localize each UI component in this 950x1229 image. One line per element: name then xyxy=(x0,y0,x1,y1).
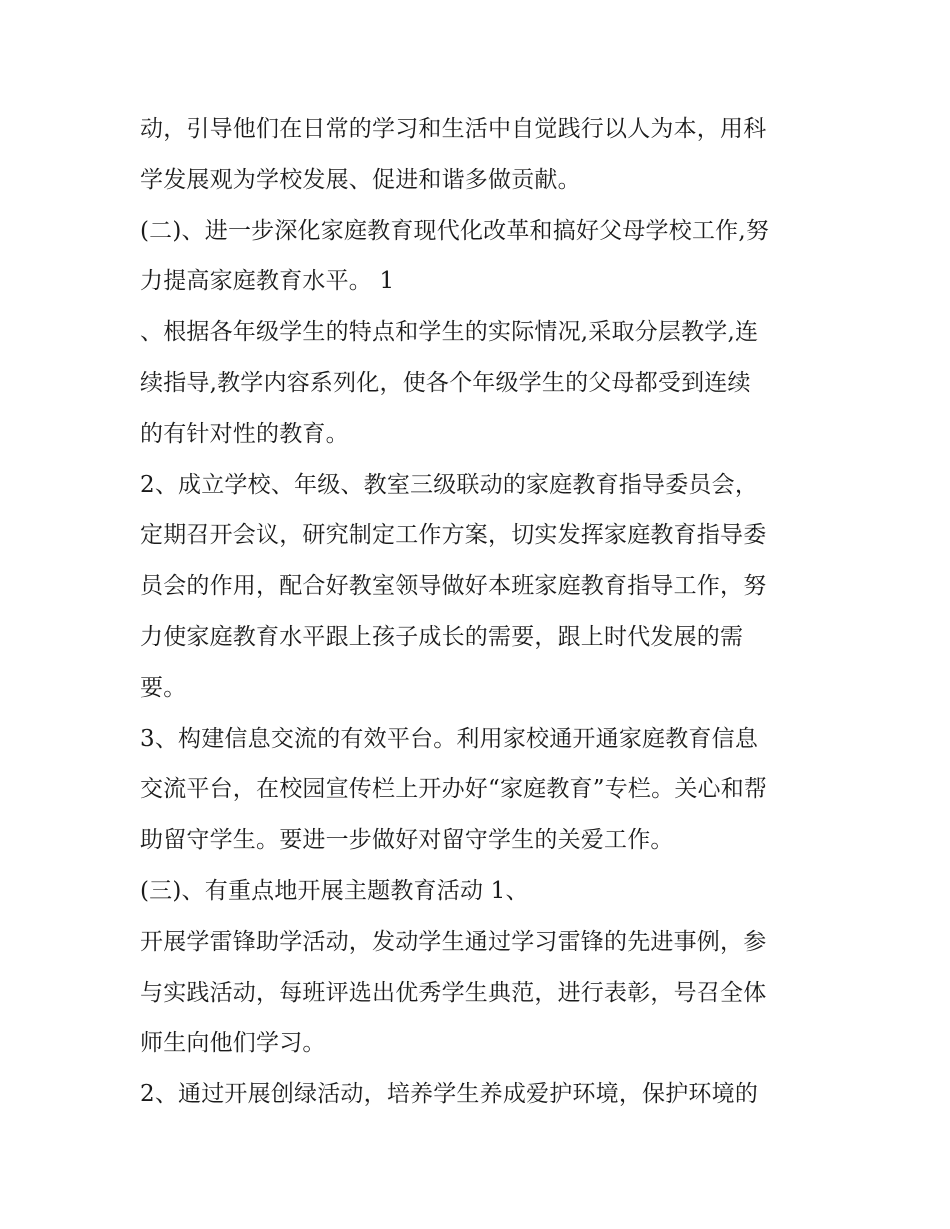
text-line: 、根据各年级学生的特点和学生的实际情况,采取分层教学,连 xyxy=(140,319,759,346)
text-line: 开展学雷锋助学活动，发动学生通过学习雷锋的先进事例，参 xyxy=(140,928,767,955)
text-line: 动，引导他们在日常的学习和生活中自觉践行以人为本，用科 xyxy=(140,116,767,142)
text-line: 要。 xyxy=(140,674,187,701)
text-line: 员会的作用，配合好教室领导做好本班家庭教育指导工作，努 xyxy=(140,573,767,600)
text-line: 学发展观为学校发展、促进和谐多做贡献。 xyxy=(140,166,581,193)
text-line: 的有针对性的教育。 xyxy=(140,420,349,447)
text-line: 交流平台，在校园宣传栏上开办好“家庭教育”专栏。关心和帮 xyxy=(140,776,768,803)
text-line: 师生向他们学习。 xyxy=(140,1030,326,1057)
text-line: 定期召开会议，研究制定工作方案，切实发挥家庭教育指导委 xyxy=(140,522,767,549)
text-line: 助留守学生。要进一步做好对留守学生的关爱工作。 xyxy=(140,827,674,854)
text-line: 与实践活动，每班评选出优秀学生典范，进行表彰，号召全体 xyxy=(140,979,767,1006)
text-line: 3、构建信息交流的有效平台。利用家校通开通家庭教育信息 xyxy=(140,725,759,752)
text-line: 2、通过开展创绿活动，培养学生养成爱护环境，保护环境的 xyxy=(140,1081,759,1108)
section-heading-line: (二)、进一步深化家庭教育现代化改革和搞好父母学校工作,努 xyxy=(140,217,770,244)
text-line: 续指导,教学内容系列化，使各个年级学生的父母都受到连续 xyxy=(140,369,751,396)
section-heading-line: 力提高家庭教育水平。 1 xyxy=(140,268,395,295)
text-line: 力使家庭教育水平跟上孩子成长的需要，跟上时代发展的需 xyxy=(140,623,744,650)
text-line: 2、成立学校、年级、教室三级联动的家庭教育指导委员会， xyxy=(140,471,759,498)
section-heading-line: (三)、有重点地开展主题教育活动 1、 xyxy=(140,877,529,904)
body-text xyxy=(140,104,820,1120)
